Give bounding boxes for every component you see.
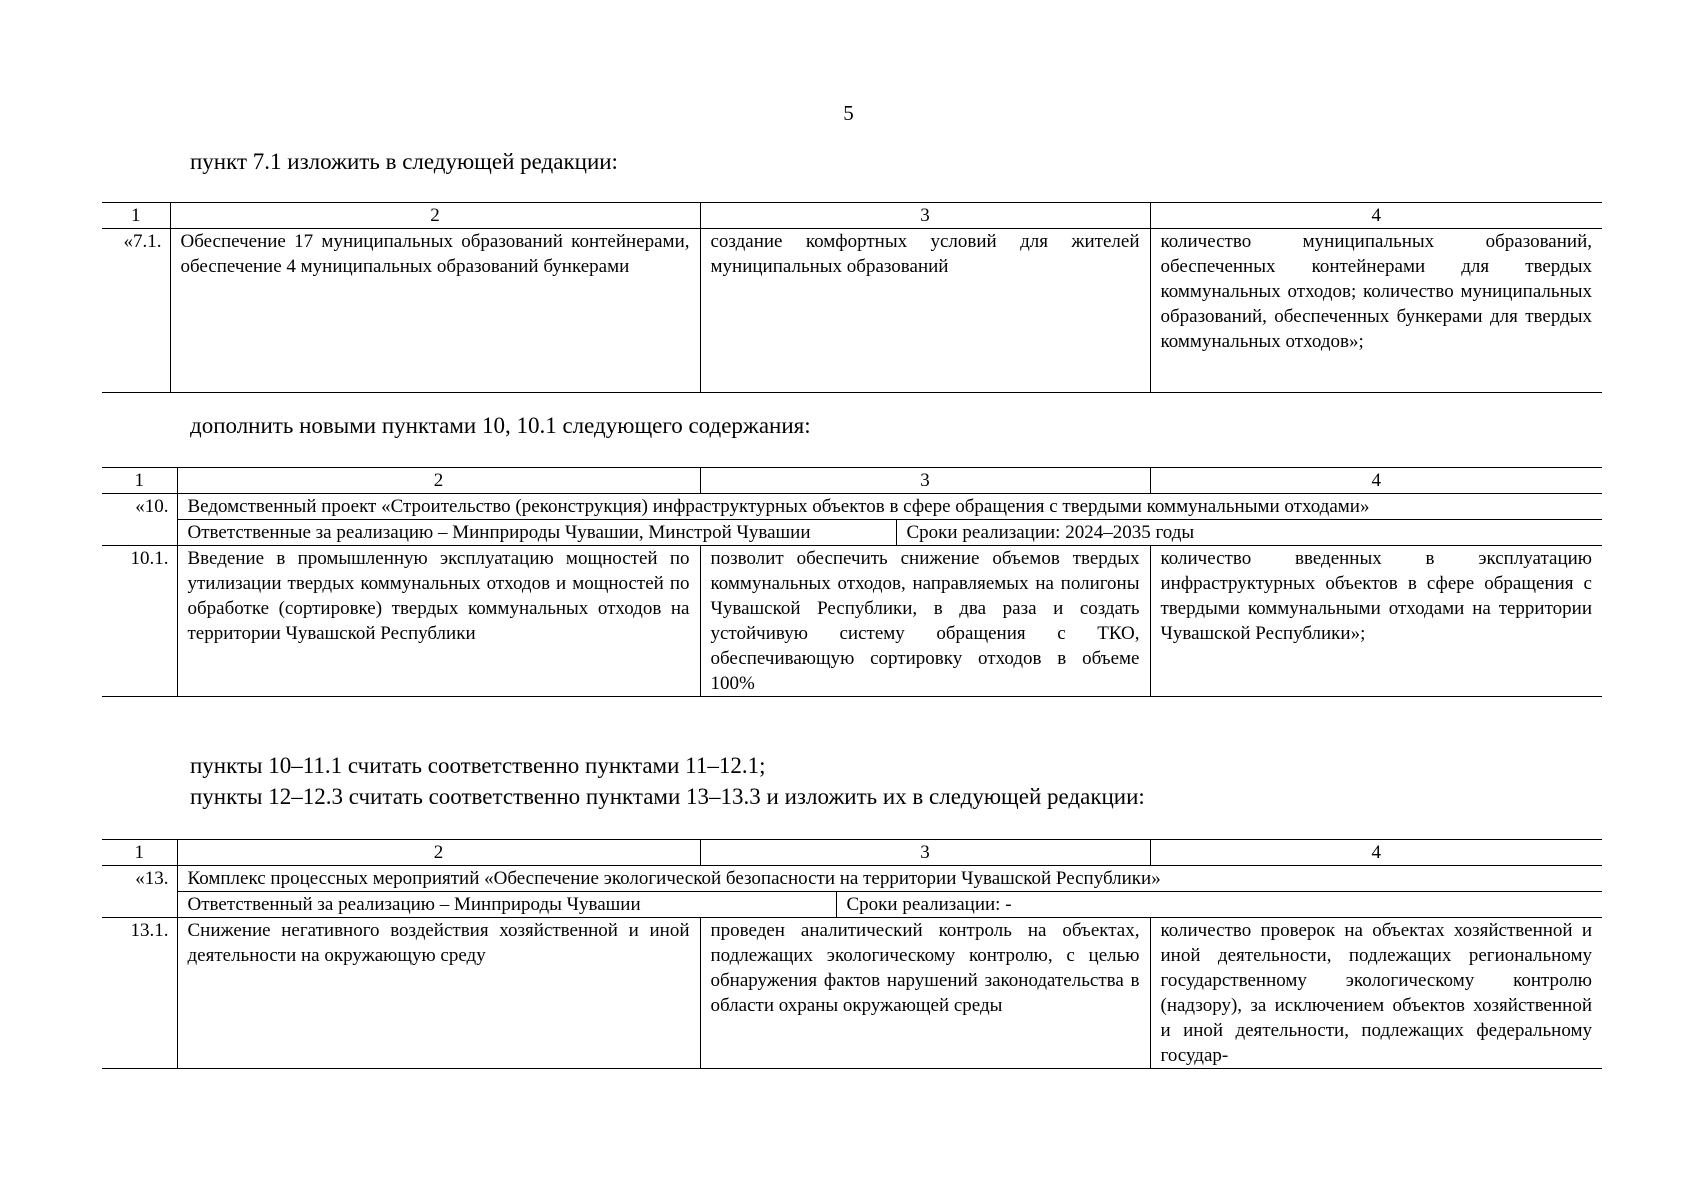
table-items-10 [102,467,1602,697]
column-header-1: 1 [102,840,177,866]
section-title: Комплекс процессных мероприятий «Обеспечение экологической безопасности на территории Чувашской Республики» [177,866,1602,892]
indicator-cell: количество муниципальных образований, обеспеченных контейнерами для твердых коммунальных отходов; количество муниципальных образований, обеспеченных бункерами для твердых коммунальных отходов»; [1150,229,1602,393]
responsible-text: Ответственный за реализацию – Минприроды Чувашии [178,892,837,917]
column-header-1: 1 [102,203,170,229]
table-item-7-1 [102,202,1602,393]
column-header-4: 4 [1150,468,1602,494]
instruction-paragraph-1: пункт 7.1 изложить в следующей редакции: [190,149,618,174]
instruction-paragraph-3: пункты 10–11.1 считать соответственно пунктами 11–12.1; [190,753,766,778]
table-header-row [102,468,1602,494]
row-number: 10.1. [102,546,177,697]
instruction-paragraph-4: пункты 12–12.3 считать соответственно пунктами 13–13.3 и изложить их в следующей редакции: [190,784,1145,809]
column-header-3: 3 [700,468,1150,494]
table-header-row [102,840,1602,866]
column-header-4: 4 [1150,840,1602,866]
result-cell: позволит обеспечить снижение объемов твердых коммунальных отходов, направляемых на полигоны Чувашской Республики, в два раза и создать устойчивую систему обращения с ТКО, обеспечивающую сортировку отходов в объеме 100% [700,546,1150,697]
table-row [102,918,1602,1069]
instruction-paragraph-2: дополнить новыми пунктами 10, 10.1 следующего содержания: [190,413,811,438]
column-header-3: 3 [700,840,1150,866]
row-number: 13.1. [102,918,177,1069]
column-header-2: 2 [170,203,700,229]
result-cell: создание комфортных условий для жителей муниципальных образований [700,229,1150,393]
measure-cell: Введение в промышленную эксплуатацию мощностей по утилизации твердых коммунальных отходов и мощностей по обработке (сортировке) твердых коммунальных отходов на территории Чувашской Республики [177,546,700,697]
responsibility-row [102,520,1602,546]
section-title-row [102,494,1602,520]
column-header-3: 3 [700,203,1150,229]
terms-text: Сроки реализации: 2024–2035 годы [906,522,1195,543]
section-number: «10. [135,496,169,517]
responsibility-row [102,892,1602,918]
indicator-cell: количество введенных в эксплуатацию инфраструктурных объектов в сфере обращения с твердыми коммунальными отходами на территории Чувашской Республики»; [1150,546,1602,697]
measure-cell: Обеспечение 17 муниципальных образований контейнерами, обеспечение 4 муниципальных образований бункерами [170,229,700,393]
column-header-4: 4 [1150,203,1602,229]
table-row [102,229,1602,393]
column-header-2: 2 [177,840,700,866]
row-number: «7.1. [102,229,170,393]
page-number: 5 [843,101,854,125]
indicator-cell: количество проверок на объектах хозяйственной и иной деятельности, подлежащих региональному государственному экологическому контролю (надзору), за исключением объектов хозяйственной и иной деятельности, подлежащих федеральному государ- [1150,918,1602,1069]
table-header-row [102,203,1602,229]
result-cell: проведен аналитический контроль на объектах, подлежащих экологическому контролю, с целью обнаружения фактов нарушений законодательства в области охраны окружающей среды [700,918,1150,1069]
table-row [102,546,1602,697]
column-header-2: 2 [177,468,700,494]
section-title-row [102,866,1602,892]
measure-cell: Снижение негативного воздействия хозяйственной и иной деятельности на окружающую среду [177,918,700,1069]
section-number: «13. [135,868,169,889]
section-title: Ведомственный проект «Строительство (реконструкция) инфраструктурных объектов в сфере обращения с твердыми коммунальными отходами» [177,494,1602,520]
column-header-1: 1 [102,468,177,494]
terms-text: Сроки реализации: - [846,894,1012,915]
responsible-text: Ответственные за реализацию – Минприроды Чувашии, Минстрой Чувашии [178,520,897,545]
table-items-13 [102,839,1602,1069]
